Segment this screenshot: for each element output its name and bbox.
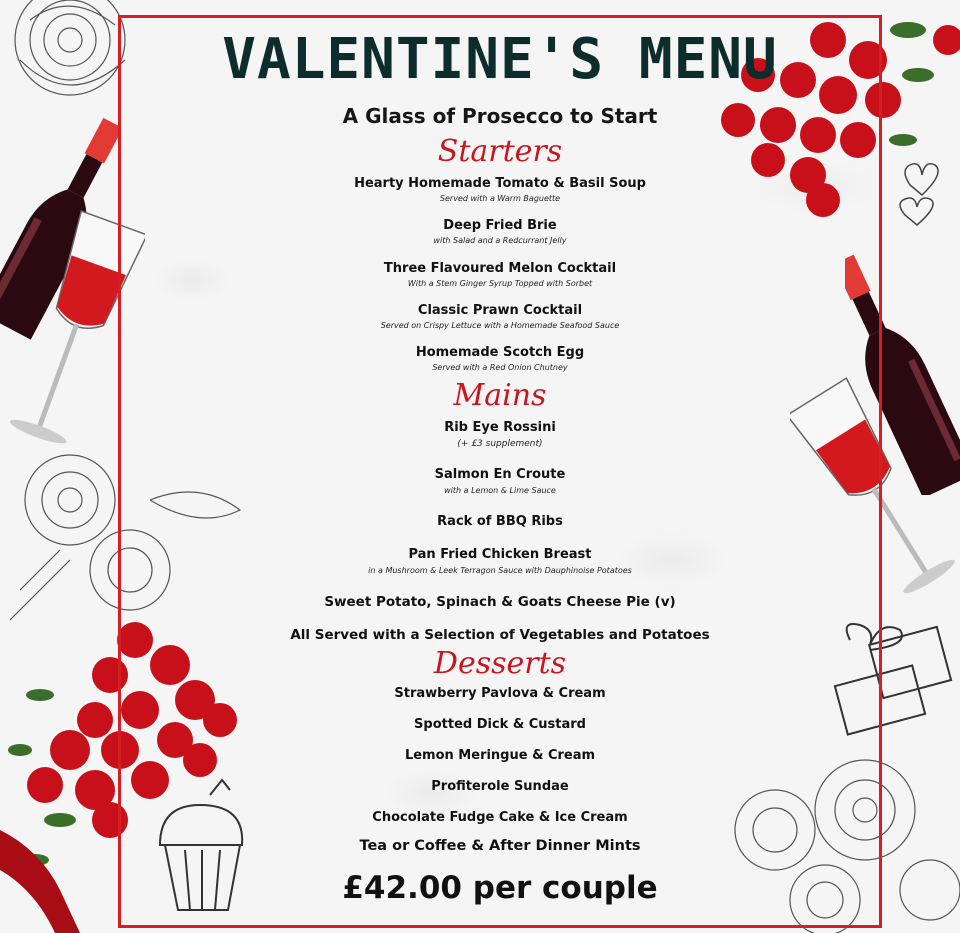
starter-desc: With a Stem Ginger Syrup Topped with Sorbet <box>407 279 593 288</box>
starter-name: Hearty Homemade Tomato & Basil Soup <box>354 176 646 191</box>
menu-title: VALENTINE'S MENU <box>222 27 778 92</box>
desserts-heading: Desserts <box>433 646 567 681</box>
main-name: Sweet Potato, Spinach & Goats Cheese Pie (v) <box>324 594 676 610</box>
price: £42.00 per couple <box>342 870 658 906</box>
closing-text: Tea or Coffee & After Dinner Mints <box>359 838 641 854</box>
dessert-name: Strawberry Pavlova & Cream <box>394 686 606 701</box>
main-name: Rack of BBQ Ribs <box>437 514 563 529</box>
main-desc: in a Mushroom & Leek Terragon Sauce with Dauphinoise Potatoes <box>368 566 632 575</box>
dessert-name: Spotted Dick & Custard <box>414 717 586 732</box>
dessert-name: Chocolate Fudge Cake & Ice Cream <box>372 810 628 825</box>
intro-text: A Glass of Prosecco to Start <box>342 104 658 128</box>
dessert-name: Lemon Meringue & Cream <box>404 748 596 763</box>
starter-name: Three Flavoured Melon Cocktail <box>383 261 617 276</box>
hearts-icon <box>890 155 960 245</box>
main-desc: with a Lemon & Lime Sauce <box>444 486 556 495</box>
dessert-name: Profiterole Sundae <box>431 779 569 794</box>
starter-desc: Served on Crispy Lettuce with a Homemade Seafood Sauce <box>380 321 620 330</box>
starter-desc: with Salad and a Redcurrant Jelly <box>433 236 567 245</box>
main-name: Rib Eye Rossini <box>444 420 556 435</box>
main-name: Salmon En Croute <box>434 467 566 482</box>
starter-desc: Served with a Red Onion Chutney <box>432 363 568 372</box>
starter-name: Classic Prawn Cocktail <box>417 303 583 318</box>
mains-heading: Mains <box>453 378 547 413</box>
starter-desc: Served with a Warm Baguette <box>439 194 561 203</box>
starter-name: Homemade Scotch Egg <box>415 345 585 360</box>
main-name: Pan Fried Chicken Breast <box>408 547 592 562</box>
starters-heading: Starters <box>437 134 563 169</box>
starter-name: Deep Fried Brie <box>443 218 557 233</box>
main-desc: (+ £3 supplement) <box>457 439 543 449</box>
mains-note: All Served with a Selection of Vegetables and Potatoes <box>290 627 710 643</box>
